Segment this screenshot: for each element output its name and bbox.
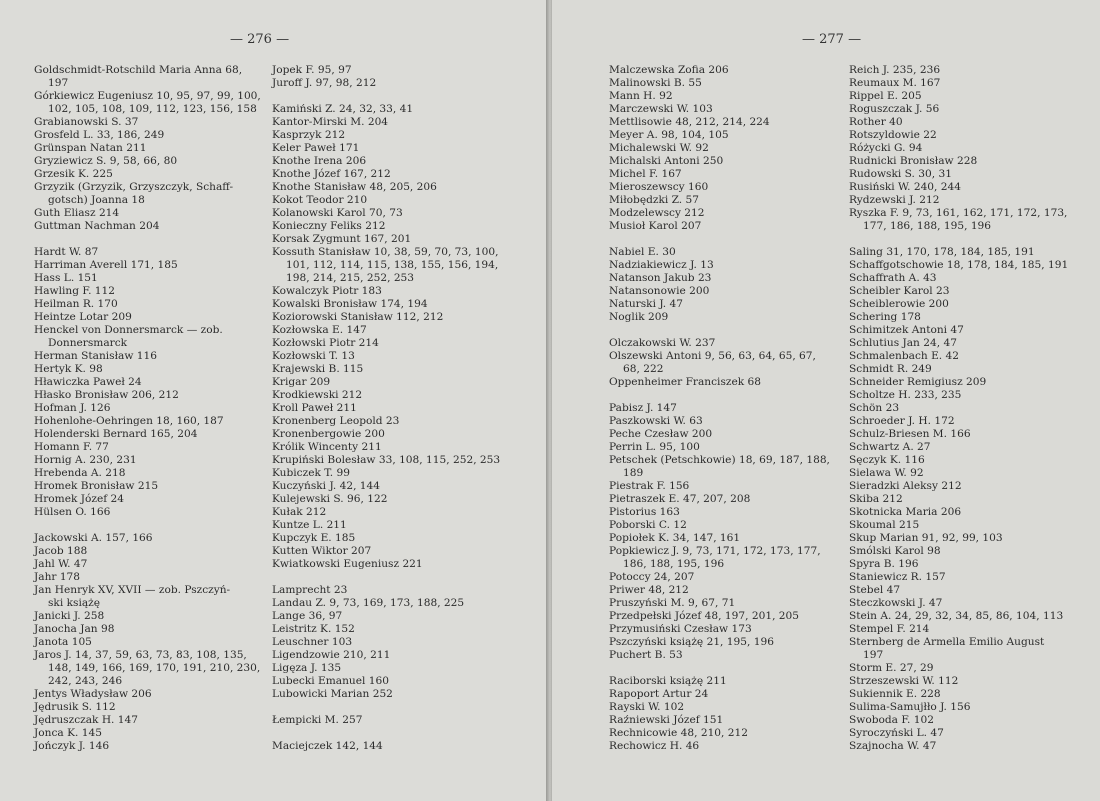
index-entry: Jahl W. 47 <box>34 558 88 570</box>
index-entry: Oppenheimer Franciszek 68 <box>609 376 761 388</box>
index-entry: Stein A. 24, 29, 32, 34, 85, 86, 104, 113 <box>849 610 1064 622</box>
index-entry: Skiba 212 <box>849 493 903 505</box>
index-entry: Hawling F. 112 <box>34 285 116 297</box>
index-entry: Gryziewicz S. 9, 58, 66, 80 <box>34 155 178 167</box>
index-entry: Schaffrath A. 43 <box>849 272 937 284</box>
index-entry: Michalewski W. 92 <box>609 142 709 154</box>
index-entry: Nabiel E. 30 <box>609 246 676 258</box>
page-number-left: — 276 — <box>230 32 290 47</box>
index-entry: Jonca K. 145 <box>34 727 102 739</box>
index-entry: Donnersmarck <box>48 337 128 349</box>
index-entry: Kantor-Mirski M. 204 <box>272 116 389 128</box>
index-entry: Lamprecht 23 <box>272 584 348 596</box>
index-entry: Jentys Władysław 206 <box>34 688 152 700</box>
index-entry: Grabianowski S. 37 <box>34 116 139 128</box>
index-entry: Grosfeld L. 33, 186, 249 <box>34 129 165 141</box>
index-entry: Kamiński Z. 24, 32, 33, 41 <box>272 103 414 115</box>
index-entry: Rotszyldowie 22 <box>849 129 937 141</box>
index-entry: Sielawa W. 92 <box>849 467 924 479</box>
index-entry: Staniewicz R. 157 <box>849 571 946 583</box>
index-entry: Maciejczek 142, 144 <box>272 740 383 752</box>
index-entry: Homann F. 77 <box>34 441 109 453</box>
index-entry: 189 <box>623 467 644 479</box>
index-entry: Miłobędzki Z. 57 <box>609 194 700 206</box>
index-entry: ski książę <box>48 597 101 609</box>
index-entry: Olczakowski W. 237 <box>609 337 716 349</box>
index-entry: Syroczyński L. 47 <box>849 727 944 739</box>
index-entry: Hass L. 151 <box>34 272 98 284</box>
index-entry: Jędrusik S. 112 <box>34 701 116 713</box>
index-entry: Raciborski książę 211 <box>609 675 727 687</box>
index-entry: Krodkiewski 212 <box>272 389 363 401</box>
index-entry: Nadziakiewicz J. 13 <box>609 259 714 271</box>
index-entry: Reumaux M. 167 <box>849 77 941 89</box>
index-entry: Malinowski B. 55 <box>609 77 702 89</box>
index-entry: Rayski W. 102 <box>609 701 685 713</box>
index-entry: Raźniewski Józef 151 <box>609 714 724 726</box>
index-entry: Janocha Jan 98 <box>34 623 115 635</box>
index-entry: Schulz-Briesen M. 166 <box>849 428 971 440</box>
index-entry: Kronenbergowie 200 <box>272 428 385 440</box>
index-entry: Ligendzowie 210, 211 <box>272 649 391 661</box>
index-entry: Harriman Averell 171, 185 <box>34 259 178 271</box>
index-entry: Heintze Lotar 209 <box>34 311 132 323</box>
index-entry: Knothe Stanisław 48, 205, 206 <box>272 181 437 193</box>
index-entry: Michalski Antoni 250 <box>609 155 724 167</box>
index-entry: Roguszczak J. 56 <box>849 103 940 115</box>
index-entry: Ryszka F. 9, 73, 161, 162, 171, 172, 173, <box>849 207 1068 219</box>
index-entry <box>272 90 500 103</box>
index-entry: Scheibler Karol 23 <box>849 285 950 297</box>
index-entry: Saling 31, 170, 178, 184, 185, 191 <box>849 246 1035 258</box>
index-entry: 102, 105, 108, 109, 112, 123, 156, 158 <box>48 103 257 115</box>
index-entry: Puchert B. 53 <box>609 649 683 661</box>
index-entry <box>609 389 830 402</box>
index-entry: gotsch) Joanna 18 <box>48 194 145 206</box>
index-entry: Przymusiński Czesław 173 <box>609 623 752 635</box>
index-entry: Musioł Karol 207 <box>609 220 702 232</box>
index-entry: Potoccy 24, 207 <box>609 571 695 583</box>
index-entry: Hromek Bronisław 215 <box>34 480 159 492</box>
index-entry: 186, 188, 195, 196 <box>623 558 725 570</box>
page-number-right: — 277 — <box>802 32 862 47</box>
index-entry: Piestrak F. 156 <box>609 480 690 492</box>
index-entry: Kutten Wiktor 207 <box>272 545 372 557</box>
right-page <box>552 0 1100 801</box>
index-entry <box>849 233 1068 246</box>
index-entry: Kupczyk E. 185 <box>272 532 356 544</box>
index-entry: Konieczny Feliks 212 <box>272 220 386 232</box>
index-entry: Sieradzki Aleksy 212 <box>849 480 962 492</box>
index-entry: Swoboda F. 102 <box>849 714 934 726</box>
index-entry: Noglik 209 <box>609 311 669 323</box>
index-column <box>849 64 1068 753</box>
index-entry: Jędruszczak H. 147 <box>34 714 139 726</box>
index-entry <box>272 701 500 714</box>
index-entry: Hohenlohe-Oehringen 18, 160, 187 <box>34 415 224 427</box>
index-entry: Rechnicowie 48, 210, 212 <box>609 727 749 739</box>
index-entry: Schering 178 <box>849 311 921 323</box>
index-entry <box>34 233 261 246</box>
index-entry: Kwiatkowski Eugeniusz 221 <box>272 558 423 570</box>
index-entry: Rudnicki Bronisław 228 <box>849 155 978 167</box>
index-entry: Rusiński W. 240, 244 <box>849 181 962 193</box>
index-entry: Modzelewscy 212 <box>609 207 705 219</box>
index-entry: Heilman R. 170 <box>34 298 118 310</box>
index-entry: Reich J. 235, 236 <box>849 64 941 76</box>
index-entry: Hertyk K. 98 <box>34 363 103 375</box>
index-entry: Smólski Karol 98 <box>849 545 941 557</box>
index-entry: Ligęza J. 135 <box>272 662 342 674</box>
index-entry: Schaffgotschowie 18, 178, 184, 185, 191 <box>849 259 1069 271</box>
index-entry: 177, 186, 188, 195, 196 <box>863 220 992 232</box>
index-entry: Kroll Paweł 211 <box>272 402 357 414</box>
index-entry: Lange 36, 97 <box>272 610 343 622</box>
index-entry: Lubecki Emanuel 160 <box>272 675 390 687</box>
index-entry: Jaros J. 14, 37, 59, 63, 73, 83, 108, 135, <box>34 649 247 661</box>
index-entry: Kowalski Bronisław 174, 194 <box>272 298 428 310</box>
index-entry: Pistorius 163 <box>609 506 680 518</box>
index-entry: Jahr 178 <box>34 571 81 583</box>
index-column <box>272 64 500 753</box>
index-entry: Herman Stanisław 116 <box>34 350 158 362</box>
index-entry: Petschek (Petschkowie) 18, 69, 187, 188, <box>609 454 830 466</box>
index-entry: Hornig A. 230, 231 <box>34 454 137 466</box>
index-entry: Olszewski Antoni 9, 56, 63, 64, 65, 67, <box>609 350 816 362</box>
index-entry: Steczkowski J. 47 <box>849 597 943 609</box>
index-entry: Storm E. 27, 29 <box>849 662 934 674</box>
index-entry: Górkiewicz Eugeniusz 10, 95, 97, 99, 100, <box>34 90 261 102</box>
index-entry: Stebel 47 <box>849 584 901 596</box>
index-entry: Kozłowski Piotr 214 <box>272 337 379 349</box>
index-entry: Kowalczyk Piotr 183 <box>272 285 382 297</box>
index-entry: Popkiewicz J. 9, 73, 171, 172, 173, 177, <box>609 545 821 557</box>
index-entry: Królik Wincenty 211 <box>272 441 382 453</box>
index-entry: Holenderski Bernard 165, 204 <box>34 428 198 440</box>
index-entry: Paszkowski W. 63 <box>609 415 703 427</box>
index-entry: Sukiennik E. 228 <box>849 688 941 700</box>
index-entry: Rother 40 <box>849 116 903 128</box>
index-entry: Schneider Remigiusz 209 <box>849 376 987 388</box>
index-entry: Naturski J. 47 <box>609 298 683 310</box>
index-entry: Kuntze L. 211 <box>272 519 347 531</box>
index-entry: Skotnicka Maria 206 <box>849 506 962 518</box>
index-entry: Grzyzik (Grzyzik, Grzyszczyk, Schaff- <box>34 181 234 193</box>
index-entry: Priwer 48, 212 <box>609 584 689 596</box>
index-entry: Michel F. 167 <box>609 168 682 180</box>
index-entry: Pietraszek E. 47, 207, 208 <box>609 493 751 505</box>
index-column <box>609 64 830 753</box>
index-entry: Kuczyński J. 42, 144 <box>272 480 381 492</box>
index-entry: Scheiblerowie 200 <box>849 298 949 310</box>
index-entry: Grzesik K. 225 <box>34 168 113 180</box>
index-entry: Popiołek K. 34, 147, 161 <box>609 532 741 544</box>
index-entry <box>609 233 830 246</box>
index-entry: Kułak 212 <box>272 506 327 518</box>
index-entry: Keler Paweł 171 <box>272 142 360 154</box>
index-entry: Kubiczek T. 99 <box>272 467 350 479</box>
index-entry: Łempicki M. 257 <box>272 714 363 726</box>
index-entry: Jończyk J. 146 <box>34 740 110 752</box>
index-entry: Jopek F. 95, 97 <box>272 64 352 76</box>
index-entry: Guttman Nachman 204 <box>34 220 160 232</box>
index-entry: Schroeder J. H. 172 <box>849 415 955 427</box>
index-entry: Schimitzek Antoni 47 <box>849 324 964 336</box>
index-column <box>34 64 261 753</box>
index-entry: Leistritz K. 152 <box>272 623 355 635</box>
index-entry: Rudowski S. 30, 31 <box>849 168 952 180</box>
index-entry: Pruszyński M. 9, 67, 71 <box>609 597 736 609</box>
index-entry: Pabisz J. 147 <box>609 402 677 414</box>
index-entry: Perrin L. 95, 100 <box>609 441 700 453</box>
index-entry: Kolanowski Karol 70, 73 <box>272 207 403 219</box>
index-entry: Pszczyński książę 21, 195, 196 <box>609 636 774 648</box>
index-entry: Kronenberg Leopold 23 <box>272 415 400 427</box>
index-entry: Schwartz A. 27 <box>849 441 931 453</box>
index-entry: Jan Henryk XV, XVII — zob. Pszczyń- <box>34 584 231 596</box>
index-entry: Hardt W. 87 <box>34 246 99 258</box>
index-entry <box>609 662 830 675</box>
index-entry: Kozłowska E. 147 <box>272 324 367 336</box>
index-entry: Schmalenbach E. 42 <box>849 350 960 362</box>
index-entry: Kulejewski S. 96, 122 <box>272 493 388 505</box>
index-entry: 242, 243, 246 <box>48 675 123 687</box>
index-entry: Sęczyk K. 116 <box>849 454 925 466</box>
index-entry: Kokot Teodor 210 <box>272 194 368 206</box>
index-entry: Krigar 209 <box>272 376 331 388</box>
index-entry: Strzeszewski W. 112 <box>849 675 959 687</box>
index-entry: Henckel von Donnersmarck — zob. <box>34 324 223 336</box>
left-page <box>0 0 548 801</box>
index-entry: Grünspan Natan 211 <box>34 142 147 154</box>
index-entry: Natansonowie 200 <box>609 285 710 297</box>
index-entry: Kossuth Stanisław 10, 38, 59, 70, 73, 100, <box>272 246 499 258</box>
index-entry: Koziorowski Stanisław 112, 212 <box>272 311 444 323</box>
index-entry <box>272 727 500 740</box>
index-entry: Scholtze H. 233, 235 <box>849 389 962 401</box>
index-entry: Juroff J. 97, 98, 212 <box>272 77 377 89</box>
index-entry: Mann H. 92 <box>609 90 673 102</box>
index-entry: Peche Czesław 200 <box>609 428 713 440</box>
index-entry: Korsak Zygmunt 167, 201 <box>272 233 412 245</box>
index-entry: 148, 149, 166, 169, 170, 191, 210, 230, <box>48 662 261 674</box>
index-entry: Skoumal 215 <box>849 519 920 531</box>
index-entry: Knothe Irena 206 <box>272 155 367 167</box>
index-entry: Hofman J. 126 <box>34 402 111 414</box>
index-entry: Stempel F. 214 <box>849 623 930 635</box>
index-entry: 101, 112, 114, 115, 138, 155, 156, 194, <box>286 259 499 271</box>
index-entry: Rydzewski J. 212 <box>849 194 940 206</box>
index-entry: Hülsen O. 166 <box>34 506 111 518</box>
index-entry: Natanson Jakub 23 <box>609 272 712 284</box>
index-entry: Goldschmidt-Rotschild Maria Anna 68, <box>34 64 243 76</box>
index-entry: Knothe Józef 167, 212 <box>272 168 391 180</box>
index-entry: Janicki J. 258 <box>34 610 105 622</box>
index-entry: Szajnocha W. 47 <box>849 740 937 752</box>
index-entry: Skup Marian 91, 92, 99, 103 <box>849 532 1003 544</box>
index-entry: Marczewski W. 103 <box>609 103 713 115</box>
index-entry: Krupiński Bolesław 33, 108, 115, 252, 253 <box>272 454 501 466</box>
index-entry: 68, 222 <box>623 363 664 375</box>
index-entry <box>34 519 261 532</box>
index-entry: Schmidt R. 249 <box>849 363 932 375</box>
index-entry: Kozłowski T. 13 <box>272 350 355 362</box>
index-entry: Mettlisowie 48, 212, 214, 224 <box>609 116 770 128</box>
index-entry: 197 <box>863 649 884 661</box>
index-entry: Sulima-Samujłło J. 156 <box>849 701 971 713</box>
index-entry: Hrebenda A. 218 <box>34 467 126 479</box>
index-entry: Malczewska Zofia 206 <box>609 64 729 76</box>
index-entry: Schön 23 <box>849 402 900 414</box>
index-entry: Różycki G. 94 <box>849 142 923 154</box>
index-entry: Landau Z. 9, 73, 169, 173, 188, 225 <box>272 597 465 609</box>
index-entry: Janota 105 <box>34 636 92 648</box>
index-entry: Hławiczka Paweł 24 <box>34 376 142 388</box>
index-entry: Jackowski A. 157, 166 <box>34 532 153 544</box>
index-entry: Kasprzyk 212 <box>272 129 346 141</box>
index-entry: Leuschner 103 <box>272 636 353 648</box>
index-entry: Lubowicki Marian 252 <box>272 688 393 700</box>
index-entry: Rippel E. 205 <box>849 90 922 102</box>
index-entry: Poborski C. 12 <box>609 519 687 531</box>
index-entry <box>272 571 500 584</box>
index-entry: Schlutius Jan 24, 47 <box>849 337 957 349</box>
index-entry: Rechowicz H. 46 <box>609 740 700 752</box>
index-entry: Rapoport Artur 24 <box>609 688 709 700</box>
index-entry: Sternberg de Armella Emilio August <box>849 636 1045 648</box>
index-entry: Meyer A. 98, 104, 105 <box>609 129 729 141</box>
index-entry: Krajewski B. 115 <box>272 363 364 375</box>
index-entry: Przedpełski Józef 48, 197, 201, 205 <box>609 610 800 622</box>
index-entry: Hłasko Bronisław 206, 212 <box>34 389 179 401</box>
index-entry: Mieroszewscy 160 <box>609 181 709 193</box>
index-entry: Spyra B. 196 <box>849 558 919 570</box>
index-entry: Jacob 188 <box>34 545 88 557</box>
index-entry: Guth Eliasz 214 <box>34 207 120 219</box>
index-entry <box>609 324 830 337</box>
index-entry: Hromek Józef 24 <box>34 493 125 505</box>
index-entry: 197 <box>48 77 69 89</box>
index-entry: 198, 214, 215, 252, 253 <box>286 272 415 284</box>
